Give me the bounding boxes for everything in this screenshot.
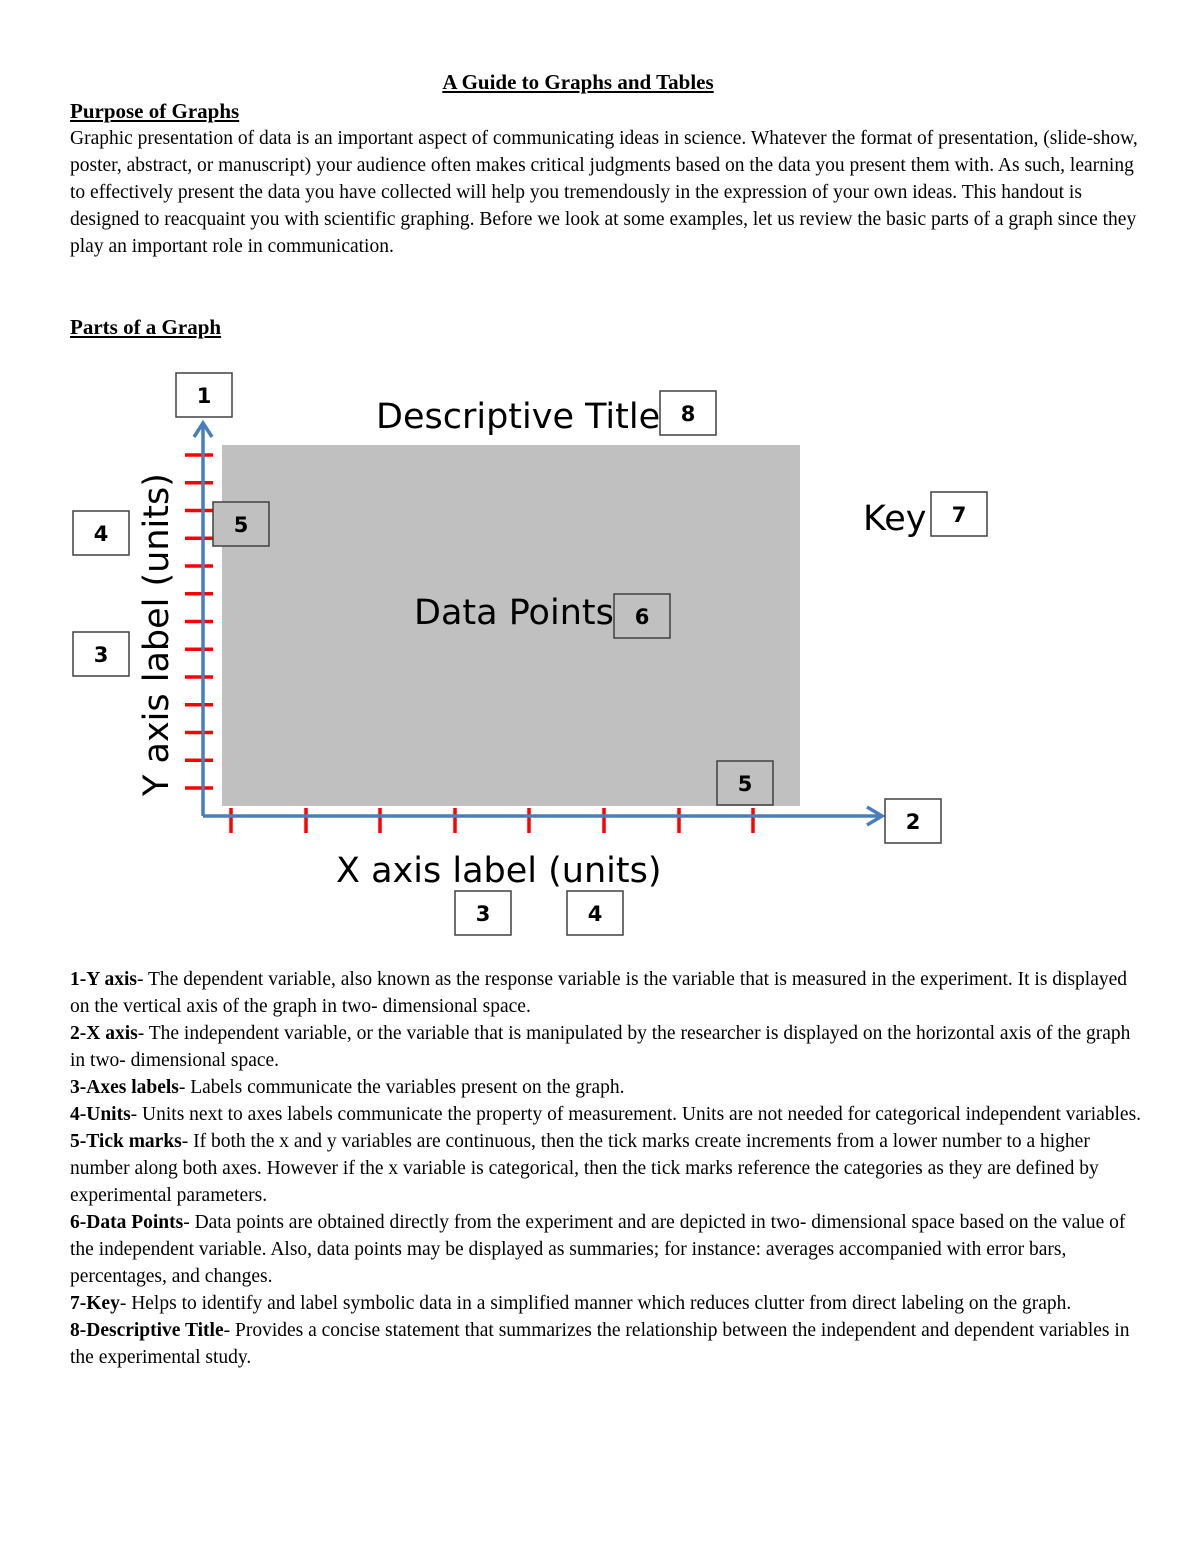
page-title: A Guide to Graphs and Tables bbox=[442, 70, 714, 94]
data-points-label: Data Points bbox=[414, 593, 614, 633]
svg-text:5: 5 bbox=[233, 513, 249, 537]
definition-item bbox=[70, 1128, 1145, 1209]
callout-key bbox=[931, 492, 987, 536]
svg-text:8: 8 bbox=[680, 402, 696, 426]
definition-term: 2-X axis bbox=[70, 1023, 138, 1044]
definition-text: - The independent variable, or the variable that is manipulated by the researcher is displayed on the horizontal axis of the graph in two- dimensional space. bbox=[70, 1023, 1131, 1071]
definition-term: 8-Descriptive Title bbox=[70, 1320, 224, 1341]
callout-y-labels bbox=[73, 632, 129, 676]
definition-term: 1-Y axis bbox=[70, 969, 137, 990]
svg-text:5: 5 bbox=[737, 772, 753, 796]
definition-item bbox=[70, 1317, 1145, 1371]
callout-x-axis bbox=[885, 799, 941, 843]
definition-text: - Data points are obtained directly from the experiment and are depicted in two- dimensional space based on the value of the independent variable. Also, data points may be displayed as summaries; for instance: averages accompanied with error bars, percentages, and changes. bbox=[70, 1212, 1126, 1287]
x-axis-label: X axis label (units) bbox=[336, 851, 662, 891]
svg-text:3: 3 bbox=[93, 643, 109, 667]
callout-x-labels bbox=[455, 891, 511, 935]
x-tick-marks bbox=[231, 808, 753, 833]
definition-text: - If both the x and y variables are continuous, then the tick marks create increments from a lower number to a higher number along both axes. However if the x variable is categorical, then the tick marks reference the categories as they are defined by experimental parameters. bbox=[70, 1131, 1099, 1206]
definition-term: 4-Units bbox=[70, 1104, 131, 1125]
svg-text:1: 1 bbox=[196, 384, 212, 408]
svg-text:6: 6 bbox=[634, 605, 650, 629]
callout-y-ticks bbox=[213, 502, 269, 546]
definition-item bbox=[70, 1020, 1145, 1074]
purpose-heading: Purpose of Graphs bbox=[70, 99, 240, 123]
definition-term: 5-Tick marks bbox=[70, 1131, 182, 1152]
purpose-paragraph: Graphic presentation of data is an important aspect of communicating ideas in science. Whatever the format of presentation, (slide-show, poster, abstract, or manuscript) your audience often makes critical judgments based on the data you present them with. As such, learning to effectively present the data you have collected will help you tremendously in the expression of your own ideas. This handout is designed to reacquaint you with scientific graphing. Before we look at some examples, let us review the basic parts of a graph since they play an important role in communication. bbox=[70, 128, 1138, 257]
definition-item bbox=[70, 966, 1145, 1020]
callout-data bbox=[614, 594, 670, 638]
y-axis-label: Y axis label (units) bbox=[137, 473, 177, 796]
svg-text:4: 4 bbox=[93, 522, 109, 546]
svg-text:7: 7 bbox=[951, 503, 967, 527]
key-label: Key bbox=[863, 499, 927, 539]
definitions-list bbox=[70, 966, 1145, 1371]
svg-text:3: 3 bbox=[475, 902, 491, 926]
definition-item bbox=[70, 1290, 1145, 1317]
definition-term: 7-Key bbox=[70, 1293, 120, 1314]
callout-x-units bbox=[567, 891, 623, 935]
definition-text: - Helps to identify and label symbolic data in a simplified manner which reduces clutter from direct labeling on the graph. bbox=[119, 1293, 1072, 1314]
definition-text: - Labels communicate the variables present on the graph. bbox=[178, 1077, 625, 1098]
definition-text: - Provides a concise statement that summarizes the relationship between the independent and dependent variables in the experimental study. bbox=[70, 1320, 1130, 1368]
definition-term: 3-Axes labels bbox=[70, 1077, 179, 1098]
y-tick-marks bbox=[185, 455, 213, 788]
descriptive-title: Descriptive Title bbox=[376, 397, 661, 437]
definition-item bbox=[70, 1074, 1145, 1101]
callout-title bbox=[660, 391, 716, 435]
svg-text:4: 4 bbox=[587, 902, 603, 926]
parts-heading: Parts of a Graph bbox=[70, 315, 222, 339]
definition-item bbox=[70, 1101, 1145, 1128]
definition-item bbox=[70, 1209, 1145, 1290]
svg-text:2: 2 bbox=[905, 810, 921, 834]
definition-text: - Units next to axes labels communicate the property of measurement. Units are not needed for categorical independent variables. bbox=[130, 1104, 1142, 1125]
callout-x-ticks bbox=[717, 761, 773, 805]
callout-y-units bbox=[73, 511, 129, 555]
callout-y-axis bbox=[176, 373, 232, 417]
definition-term: 6-Data Points bbox=[70, 1212, 184, 1233]
definition-text: - The dependent variable, also known as the response variable is the variable that is measured in the experiment. It is displayed on the vertical axis of the graph in two- dimensional space. bbox=[70, 969, 1128, 1017]
